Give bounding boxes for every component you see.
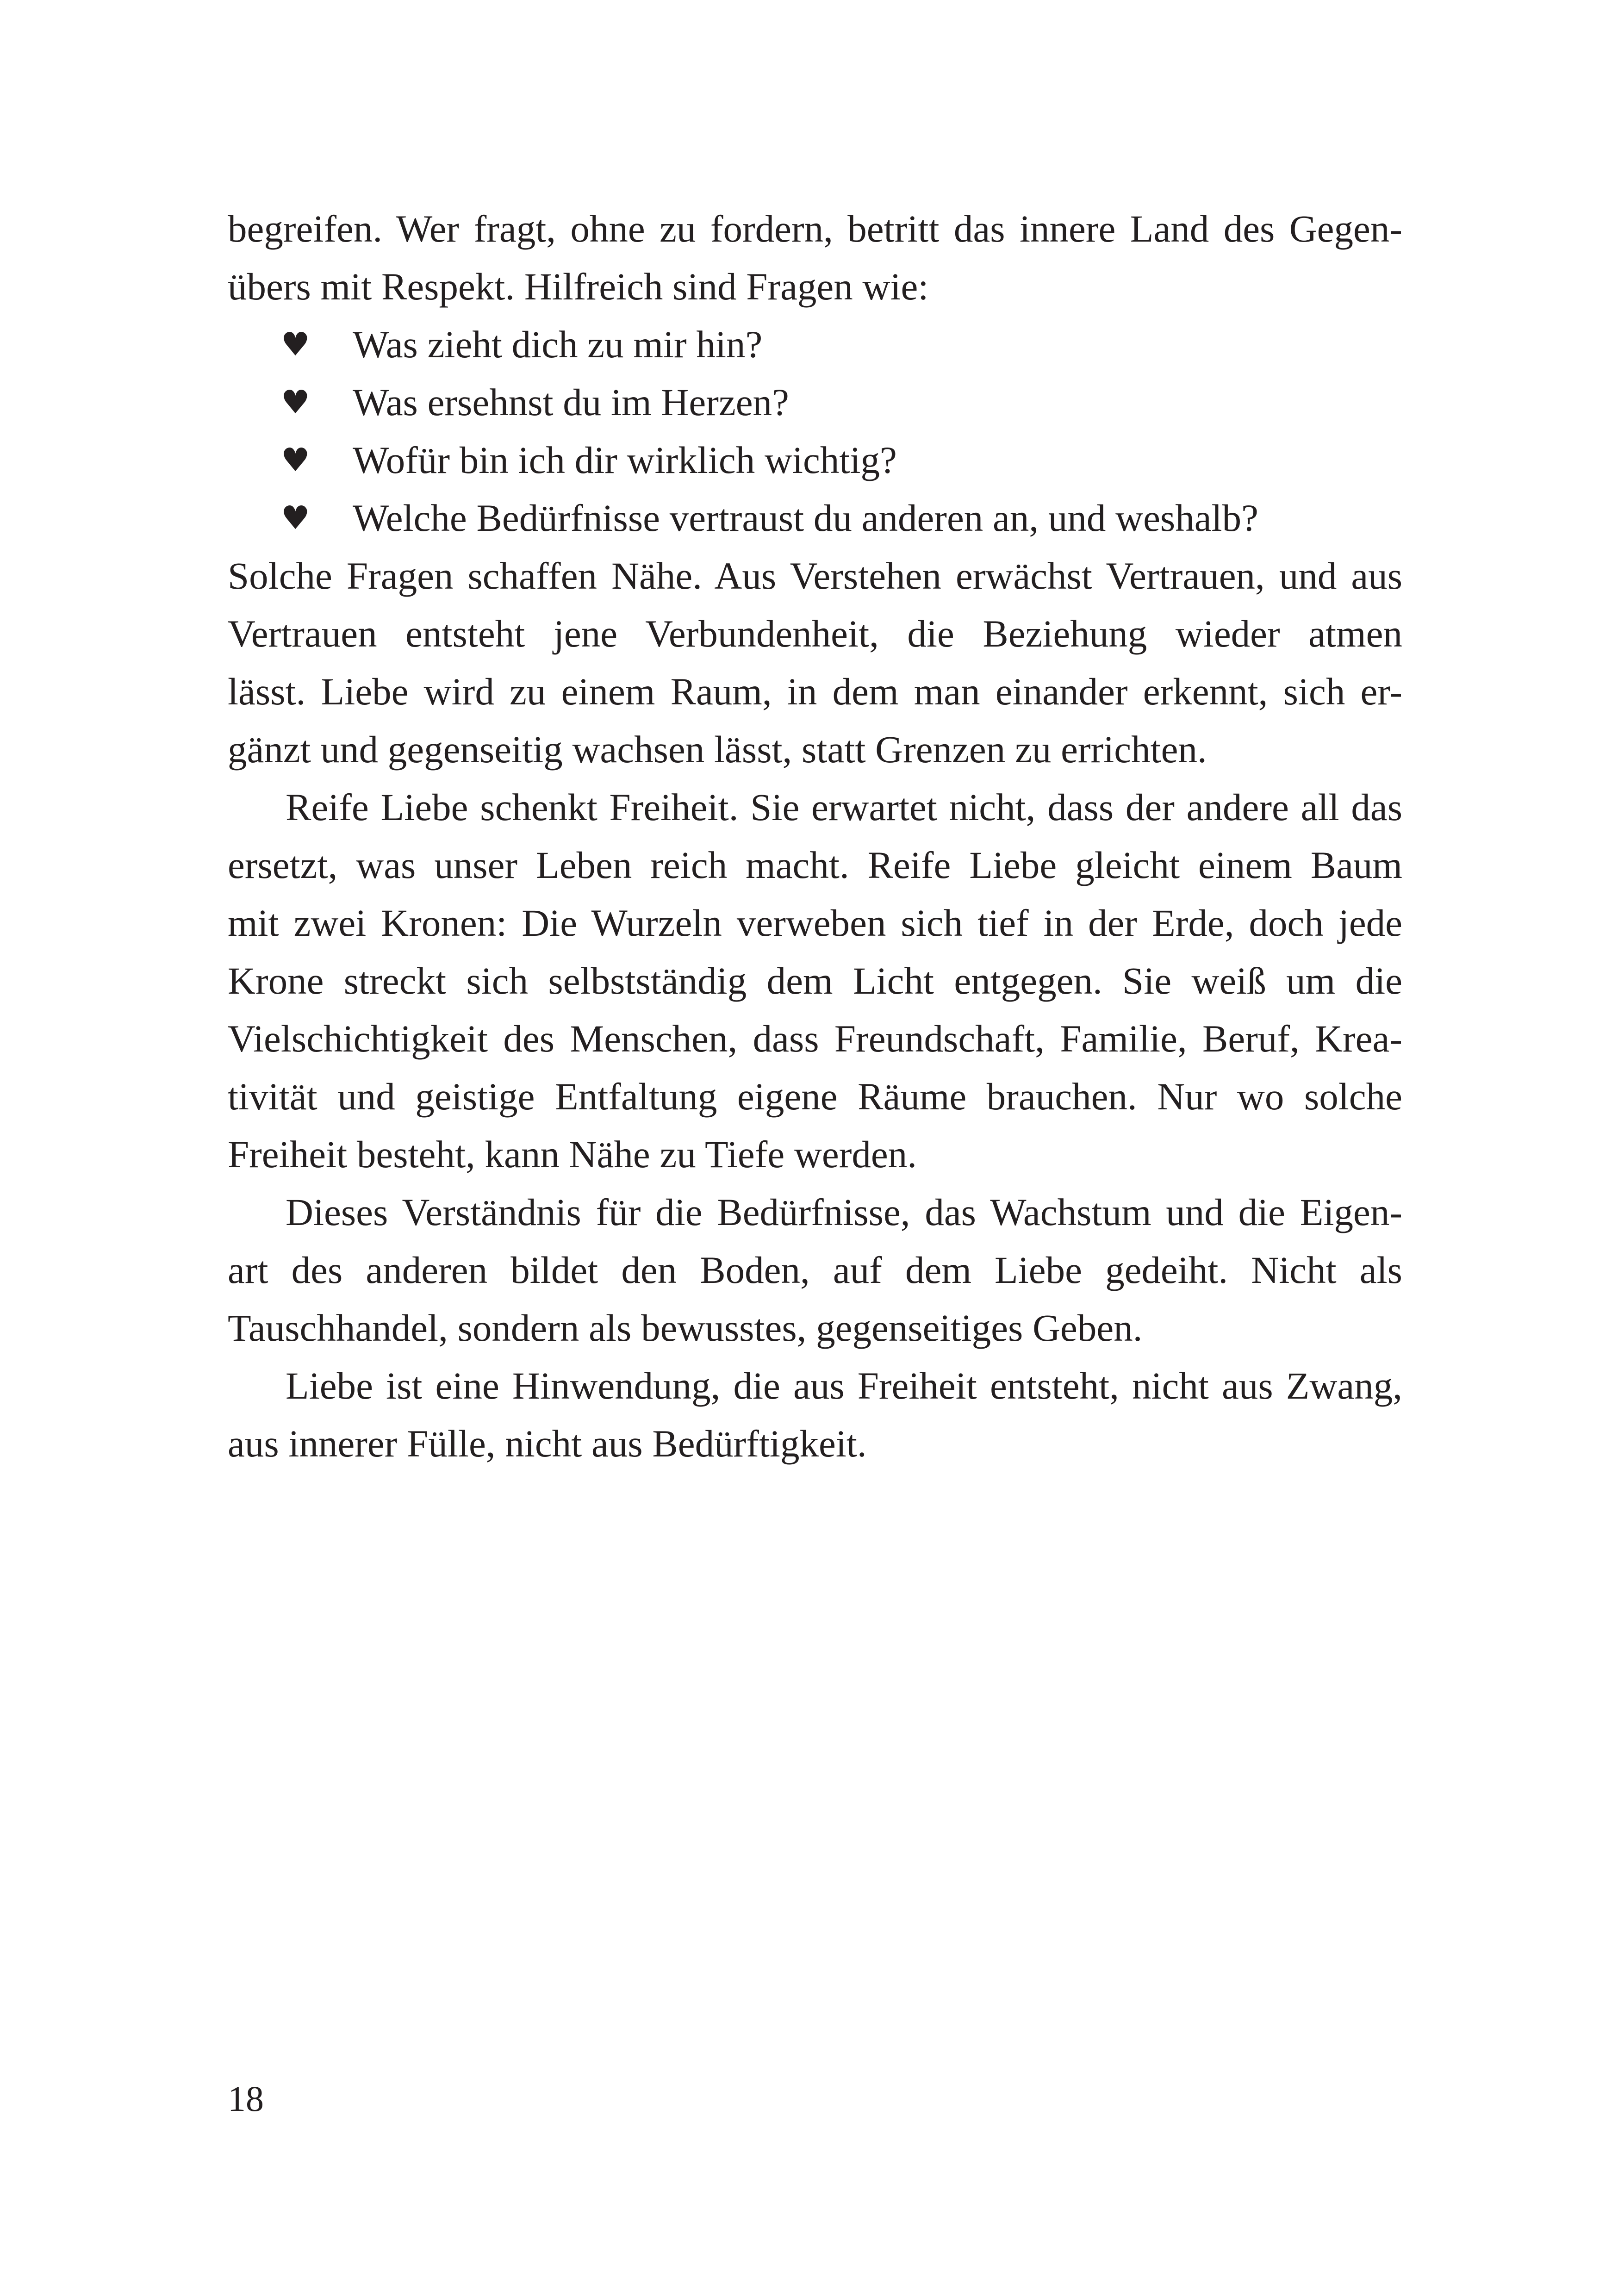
text-line: begreifen. Wer fragt, ohne zu fordern, betritt das innere Land des Gegen- xyxy=(228,207,1402,250)
text-line: Tauschhandel, sondern als bewusstes, gegenseitiges Geben. xyxy=(228,1307,1143,1349)
text-line: Dieses Verständnis für die Bedürfnisse, das Wachstum und die Eigen- xyxy=(286,1191,1402,1233)
text-line: lässt. Liebe wird zu einem Raum, in dem man einander erkennt, sich er- xyxy=(228,670,1402,713)
text-line: Liebe ist eine Hinwendung, die aus Freiheit entsteht, nicht aus Zwang, xyxy=(286,1364,1402,1407)
text-line: Vertrauen entsteht jene Verbundenheit, die Beziehung wieder atmen xyxy=(228,612,1402,655)
heart-icon: ♥ xyxy=(281,325,310,363)
list-item xyxy=(228,489,1402,547)
text-line: Freiheit besteht, kann Nähe zu Tiefe werden. xyxy=(228,1133,917,1176)
heart-icon: ♥ xyxy=(281,499,310,537)
text-line: Krone streckt sich selbstständig dem Licht entgegen. Sie weiß um die xyxy=(228,959,1402,1002)
list-item-text: Was ersehnst du im Herzen? xyxy=(353,381,789,423)
page-number: 18 xyxy=(228,2078,264,2119)
list-item xyxy=(228,373,1402,431)
list-item-text: Was zieht dich zu mir hin? xyxy=(353,323,763,366)
text-line: tivität und geistige Entfaltung eigene Räume brauchen. Nur wo solche xyxy=(228,1075,1402,1118)
text-line: gänzt und gegenseitig wachsen lässt, statt Grenzen zu errichten. xyxy=(228,728,1207,771)
list-item-text: Welche Bedürfnisse vertraust du anderen an, und weshalb? xyxy=(353,497,1258,539)
list-item xyxy=(228,316,1402,373)
text-line: art des anderen bildet den Boden, auf dem Liebe gedeiht. Nicht als xyxy=(228,1249,1402,1291)
list-item xyxy=(228,431,1402,489)
text-line: übers mit Respekt. Hilfreich sind Fragen wie: xyxy=(228,265,929,308)
heart-icon: ♥ xyxy=(281,441,310,479)
text-line: Vielschichtigkeit des Menschen, dass Freundschaft, Familie, Beruf, Krea- xyxy=(228,1017,1402,1060)
text-line: mit zwei Kronen: Die Wurzeln verweben sich tief in der Erde, doch jede xyxy=(228,902,1402,944)
text-line: Solche Fragen schaffen Nähe. Aus Verstehen erwächst Vertrauen, und aus xyxy=(228,554,1402,597)
text-line: ersetzt, was unser Leben reich macht. Reife Liebe gleicht einem Baum xyxy=(228,844,1402,886)
list-item-text: Wofür bin ich dir wirklich wichtig? xyxy=(353,439,897,481)
heart-icon: ♥ xyxy=(281,383,310,421)
text-line: aus innerer Fülle, nicht aus Bedürftigkeit. xyxy=(228,1422,867,1465)
body-text xyxy=(228,200,1402,1473)
text-line: Reife Liebe schenkt Freiheit. Sie erwartet nicht, dass der andere all das xyxy=(286,786,1402,828)
